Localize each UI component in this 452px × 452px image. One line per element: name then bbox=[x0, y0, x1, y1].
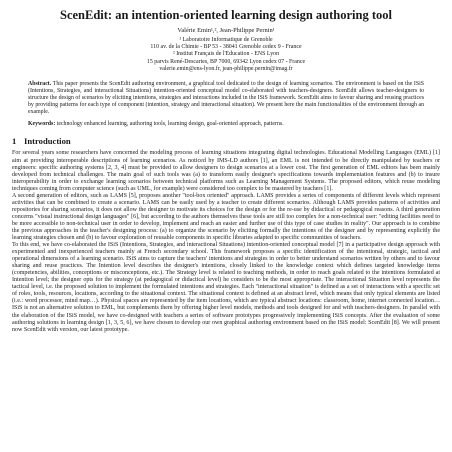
abstract bbox=[28, 81, 424, 116]
affiliation-line: 15 parvis René-Descartes, BP 7000, 69342 Lyon cedex 07 - France bbox=[146, 58, 306, 65]
author-emails: valerie.emin@ens-lyon.fr, jean-philippe.pernin@imag.fr bbox=[159, 65, 293, 72]
section-heading bbox=[12, 136, 442, 146]
body-paragraph: A second generation of editors, such as LAMS [5], proposes another "tool-box oriented" approach. LAMS provides a series of components of different levels which represent activities that can be combined to create a scenario. LAMS can be easily used by a teacher to create different scenarios. Although LAMS provides patterns of activities and repositories for sharing scenarios, it does not allow the designer to motivate its choices for the design or for the re-use by didactical or pedagogical reasons. A third generation concerns "visual instructional design languages" [6], but according to the authors themselves these tools are still too complex for a non-technical user: "editing facilities need to be more accessible to non-technical user in order to develop, implement and reach an easier and further use of this type of case studies in reality". Our approach is to combine the previous approaches in the teacher's designing process: (a) to organize the scenario by eliciting formally the intentions of the designer and by representing explicitly the learning strategies chosen and (b) to favour exploration of reusable components in specific libraries adapted to specific communities of teachers. bbox=[12, 192, 440, 242]
abstract-label: Abstract. bbox=[28, 81, 52, 88]
body-paragraph: To this end, we have co-elaborated the ISiS (Intentions, Strategies, and interactional Situations) intention-oriented conceptual model [7] in a participative design approach with experimented and inexperienced teachers mainly at French secondary school. This framework proposes a specific identification of the intentional, strategic, tactical and operational dimensions of a learning scenario. ISiS aims to capture the teachers' intentions and strategies in order to better understand scenarios written by others and to favour sharing and reuse practices. The Intention level describes the designer's intentions, closely linked to the knowledge context which defines targeted knowledge items (competencies, abilities, conceptions or misconceptions, etc.). The Strategy level is related to teaching methods, in order to reach goals related to the intentions formulated at Intention level; the designer opts for the strategy (at pedagogical or didactical level) he considers to be the most appropriate. The interactional Situation level represents the tactical level, i.e. the proposed solution to implement the formulated intentions and strategies. Each "interactional situation" is defined as a set of interactions with a specific set of roles, tools, resources, locations, according to the situational context. The situational context is defined at an abstract level, which means that only typical elements are listed (i.e.: word processor, mind map…). Physical spaces are represented by the item locations, which are typical abstract locations: classroom, home, internet connected location… ISiS is not an alternative solution to EML, but complements them by offering higher level models, methods and tools designed for and with teachers-designers. In parallel with the elaboration of the ISiS model, we have co-designed with teachers a series of software prototypes progressively implementing ISiS concepts. After the evaluation of some authoring solutions in learning design [1, 3, 5, 6], we have chosen to develop our own graphical authoring environment based on the ISiS model: ScenEdit [8]. We will present now ScenEdit with version, our latest prototype. bbox=[12, 242, 440, 333]
keywords-label: Keywords: bbox=[28, 120, 56, 127]
paper-title: ScenEdit: an intention-oriented learning design authoring tool bbox=[60, 8, 392, 22]
affiliation-line: 110 av. de la Chimie - BP 53 - 38041 Grenoble cedex 9 - France bbox=[150, 44, 302, 51]
section-number: 1 bbox=[12, 136, 17, 147]
keywords bbox=[28, 121, 424, 128]
abstract-text: This paper presents the ScenEdit authoring environment, a graphical tool dedicated to the design of learning scenarios. The environment is based on the ISiS (Intentions, Strategies, and interactional Situations) intention-oriented conceptual model co-elaborated with teachers-designers. ScenEdit allows teacher-designers to structure the design of scenarios by eliciting intentions, strategies and interactions included in the ISiS framework. ScenEdit aims to favour sharing and reusing practices by providing patterns for each type of component (intention, strategy and interactional situation). We present here the main functionalities of the environment through an example. bbox=[28, 81, 424, 115]
affiliation-line: ¹ Laboratoire Informatique de Grenoble bbox=[179, 37, 273, 43]
section-title: Introduction bbox=[24, 136, 71, 147]
author-list: Valérie Emin¹,², Jean-Philippe Pernin¹ bbox=[177, 27, 275, 34]
keywords-text: technology enhanced learning, authoring tools, learning design, goal-oriented approach, patterns. bbox=[56, 120, 284, 127]
section-body bbox=[12, 150, 440, 333]
affiliation-line: ² Institut Français de l'Education - ENS Lyon bbox=[172, 51, 280, 58]
body-paragraph: For several years some researchers have concerned the modeling process of learning situations integrating digital technologies. Educational Modelling Languages (EML) [1] aim at providing interoperable descriptions of learning scenarios. As noticed by IMS-LD authors [1], an EML is not intended to be directly manipulated by teachers or engineers: specific authoring systems [2, 3, 4] must be provided to allow designers to design scenarios at a lower cost. The first generation of EML editors has been mainly developed from technical challenges. The main goal of such tools was (a) to transform easily designer's specifications towards implementation features and (b) to insure interoperability in order to exchange learning scenarios between technical platforms such as Learning Management Systems. The proposed editors, which reuse modeling techniques coming from computer science (such as UML, for example) were considered too complex to be mastered by teachers [1]. bbox=[12, 150, 440, 192]
